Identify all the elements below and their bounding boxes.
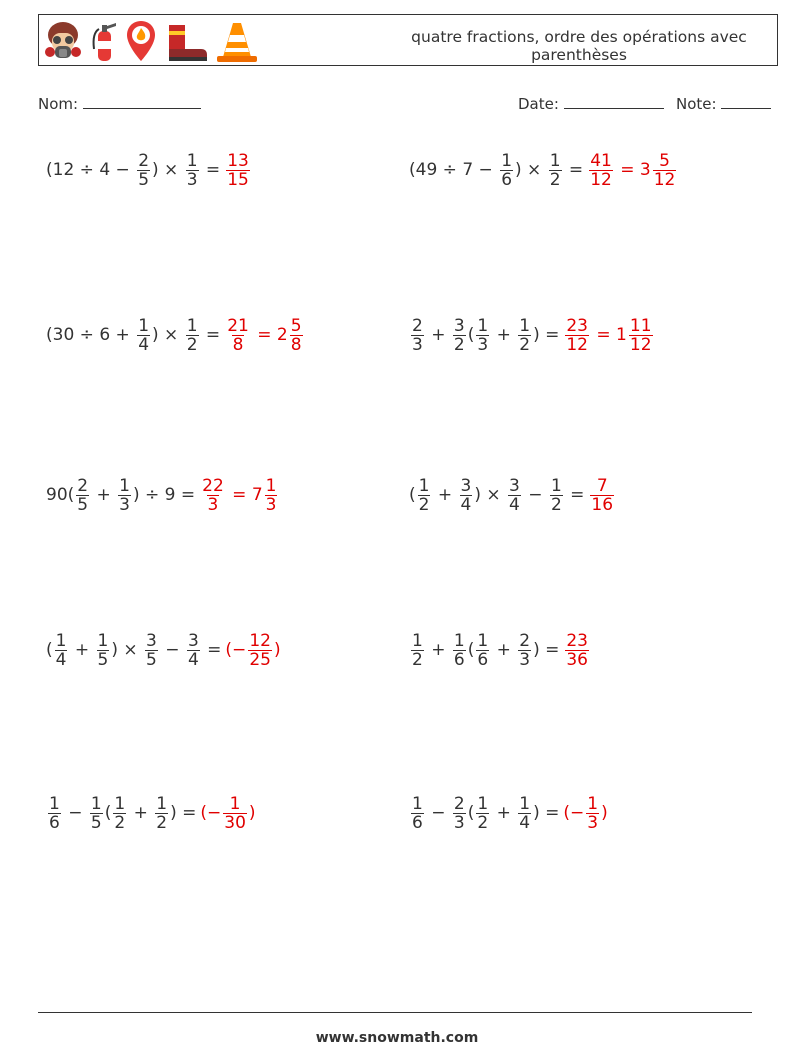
fraction [460,477,473,514]
expression-text: = [564,485,585,505]
problem-6 [409,470,616,520]
fraction-numerator: 1 [477,630,489,651]
fraction-numerator: 12 [249,630,271,651]
fraction-denominator: 2 [549,169,561,190]
fraction-numerator: 1 [114,793,126,814]
fraction-numerator: 1 [477,793,489,814]
fraction [186,152,199,189]
expression-text: = 1 [591,325,627,345]
fraction [565,317,589,354]
problem-10 [409,788,608,838]
fraction [518,795,531,832]
fraction-numerator: 3 [453,315,465,336]
footer-url: www.snowmath.com [315,1030,479,1046]
expression-text: ) = [533,325,560,345]
expression-text: = [200,160,221,180]
fraction-numerator: 1 [519,315,531,336]
fraction-denominator: 30 [224,812,246,833]
expression-text: ) [601,803,608,823]
fraction-numerator: 2 [519,630,531,651]
expression-text: (12 ÷ 4 − [46,160,136,180]
fraction-numerator: 1 [156,793,168,814]
fraction-numerator: 5 [659,150,670,171]
fraction-numerator: 1 [587,793,599,814]
fraction-numerator: 1 [418,475,430,496]
fraction-denominator: 5 [138,169,150,190]
grade-label: Note: [676,95,717,113]
name-label: Nom: [38,95,79,113]
expression-text: ( [104,803,112,823]
fraction-numerator: 1 [549,150,561,171]
fire-extinguisher-icon [89,19,119,63]
fraction-denominator: 8 [232,334,244,355]
fraction-denominator: 5 [146,649,157,670]
problem-7 [46,625,281,675]
expression-text: ) [248,803,256,823]
fraction-denominator: 6 [453,649,465,670]
fraction-denominator: 6 [49,812,60,833]
answer [563,317,654,354]
expression-text: ) × [474,485,507,505]
fraction-denominator: 4 [509,494,520,515]
expression-text: = [563,160,584,180]
grade-blank[interactable] [721,94,771,109]
date-field[interactable] [518,94,664,113]
expression-text: ) × [152,160,184,180]
fraction-numerator: 3 [460,475,472,496]
fraction-numerator: 1 [186,315,198,336]
fraction-numerator: 1 [550,475,562,496]
expression-text: (− [563,803,585,823]
fraction-denominator: 4 [55,649,67,670]
answer [224,317,304,354]
fraction-numerator: 1 [501,150,513,171]
expression-text: 90( [46,485,75,505]
fraction-numerator: 1 [186,150,198,171]
grade-field[interactable] [676,94,771,113]
expression-text: − [425,803,451,823]
fraction [226,317,250,354]
expression-text: ) [273,640,281,660]
fraction-numerator: 2 [77,475,89,496]
expression-text: ) = [533,640,560,660]
fraction-numerator: 1 [97,630,109,651]
fraction-denominator: 8 [290,334,302,355]
fraction [145,632,158,669]
fraction-denominator: 3 [519,649,531,670]
fraction-numerator: 1 [453,630,465,651]
problem-3 [46,310,305,360]
fraction [453,795,466,832]
fraction [518,317,531,354]
expression-text: ( [409,485,416,505]
fraction-numerator: 5 [290,315,302,336]
fraction [113,795,126,832]
expression-text: ( [467,325,475,345]
fraction [476,632,489,669]
expression-text: (− [225,640,247,660]
expression-text: = [200,325,221,345]
fraction [518,632,531,669]
fraction [476,795,489,832]
fraction [226,152,250,189]
expression-text: ( [46,640,53,660]
expression-text: ) ÷ 9 = [132,485,196,505]
fraction-denominator: 2 [418,494,430,515]
fraction-denominator: 25 [249,649,271,670]
expression-text: + [69,640,95,660]
problem-4 [409,310,655,360]
fraction-numerator: 1 [55,630,67,651]
fraction [586,795,599,832]
expression-text: − [62,803,88,823]
header-icons [43,18,265,64]
expression-text: = 7 [226,485,263,505]
traffic-cone-icon [215,19,259,63]
fraction-denominator: 16 [591,494,614,515]
fraction [186,317,199,354]
fraction-denominator: 2 [186,334,198,355]
expression-text: + [128,803,154,823]
expression-text: − [522,485,548,505]
fraction [90,795,103,832]
footer-divider [38,1012,752,1013]
problem-2 [409,145,678,195]
expression-text: ) = [533,803,560,823]
fraction-denominator: 12 [590,169,612,190]
expression-text: + [491,640,517,660]
fraction-numerator: 1 [119,475,130,496]
fraction [550,477,563,514]
expression-text: = 3 [614,160,651,180]
fraction-numerator: 23 [566,315,588,336]
fraction-numerator: 1 [229,793,241,814]
answer [563,795,607,832]
fraction [248,632,272,669]
fraction [97,632,110,669]
fraction-denominator: 4 [519,812,531,833]
fraction-denominator: 3 [207,494,219,515]
fraction-denominator: 6 [501,169,513,190]
fraction-numerator: 3 [187,630,199,651]
fraction-numerator: 1 [138,315,150,336]
fraction [76,477,89,514]
expression-text: + [91,485,117,505]
expression-text: ) = [170,803,197,823]
fraction-denominator: 4 [187,649,199,670]
expression-text: − [159,640,185,660]
fraction-numerator: 2 [138,150,150,171]
fraction-denominator: 3 [412,334,423,355]
fraction-numerator: 1 [265,475,277,496]
fraction [223,795,247,832]
fraction-numerator: 7 [596,475,608,496]
fraction-numerator: 1 [477,315,489,336]
fraction-denominator: 2 [519,334,531,355]
fraction-denominator: 5 [97,649,109,670]
fraction [453,632,466,669]
expression-text: ) × [111,640,144,660]
problem-8 [409,625,591,675]
expression-text: (30 ÷ 6 + [46,325,136,345]
fraction-denominator: 36 [566,649,588,670]
fraction-numerator: 11 [629,315,652,336]
answer [199,477,279,514]
fraction [653,152,677,189]
fraction [476,317,489,354]
fraction-denominator: 15 [227,169,249,190]
fraction [137,317,150,354]
answer [588,477,616,514]
fraction-denominator: 5 [90,812,102,833]
name-field[interactable] [38,94,201,113]
fraction-denominator: 12 [653,169,676,190]
answer [563,632,591,669]
fraction-numerator: 13 [227,150,249,171]
expression-text: ) × [152,325,184,345]
fraction-denominator: 2 [156,812,168,833]
fraction-denominator: 2 [453,334,465,355]
expression-text: ( [467,640,475,660]
fraction [118,477,131,514]
fraction-denominator: 5 [77,494,89,515]
fraction [137,152,150,189]
expression-text: + [425,640,451,660]
answer [200,795,255,832]
fraction [453,317,466,354]
fire-boot-icon [163,19,209,63]
fraction [411,632,424,669]
expression-text: + [432,485,458,505]
fraction-denominator: 6 [412,812,423,833]
fraction-denominator: 3 [265,494,277,515]
answer [225,632,280,669]
fraction-numerator: 1 [90,793,102,814]
fraction [155,795,168,832]
fraction-numerator: 2 [412,315,423,336]
problem-1 [46,145,252,195]
fraction-denominator: 4 [138,334,150,355]
fraction [290,317,303,354]
expression-text: (− [200,803,222,823]
fraction [418,477,431,514]
fraction-numerator: 21 [227,315,249,336]
expression-text: ( [467,803,475,823]
problem-9 [46,788,256,838]
answer [587,152,678,189]
expression-text: + [491,803,517,823]
expression-text: ) × [515,160,547,180]
fraction [508,477,521,514]
fraction-denominator: 12 [629,334,652,355]
fraction [201,477,225,514]
date-blank[interactable] [564,94,664,109]
fraction-denominator: 3 [119,494,130,515]
fraction-numerator: 1 [519,793,531,814]
fraction-denominator: 3 [453,812,465,833]
fraction [411,317,424,354]
fraction-denominator: 4 [460,494,472,515]
date-label: Date: [518,95,559,113]
fraction-numerator: 1 [412,630,423,651]
fraction [500,152,513,189]
fraction-denominator: 2 [114,812,126,833]
expression-text: + [425,325,451,345]
fraction [187,632,200,669]
fraction [629,317,653,354]
fraction-numerator: 3 [146,630,157,651]
fraction [265,477,278,514]
fraction [590,477,614,514]
fraction-denominator: 3 [477,334,489,355]
expression-text: = [201,640,222,660]
fraction-denominator: 2 [477,812,489,833]
name-blank[interactable] [83,94,201,109]
fraction-numerator: 41 [590,150,612,171]
fraction [589,152,613,189]
fraction [48,795,61,832]
fraction-denominator: 6 [477,649,489,670]
gas-mask-icon [43,19,83,63]
answer [224,152,252,189]
fraction-denominator: 12 [566,334,588,355]
fraction [55,632,68,669]
fire-location-pin-icon [125,19,157,63]
fraction [565,632,589,669]
expression-text: + [491,325,517,345]
fraction-denominator: 2 [412,649,423,670]
fraction-numerator: 2 [453,793,465,814]
worksheet-header [38,14,778,66]
fraction-numerator: 1 [412,793,423,814]
fraction-numerator: 3 [509,475,520,496]
fraction-denominator: 3 [587,812,599,833]
worksheet-title: quatre fractions, ordre des opérations avec parenthèses [411,28,747,64]
fraction-numerator: 1 [49,793,60,814]
fraction [549,152,562,189]
expression-text: = 2 [251,325,288,345]
expression-text: (49 ÷ 7 − [409,160,499,180]
fraction-denominator: 3 [186,169,198,190]
fraction [411,795,424,832]
fraction-numerator: 22 [202,475,224,496]
problem-5 [46,470,279,520]
fraction-numerator: 23 [566,630,588,651]
fraction-denominator: 2 [550,494,562,515]
